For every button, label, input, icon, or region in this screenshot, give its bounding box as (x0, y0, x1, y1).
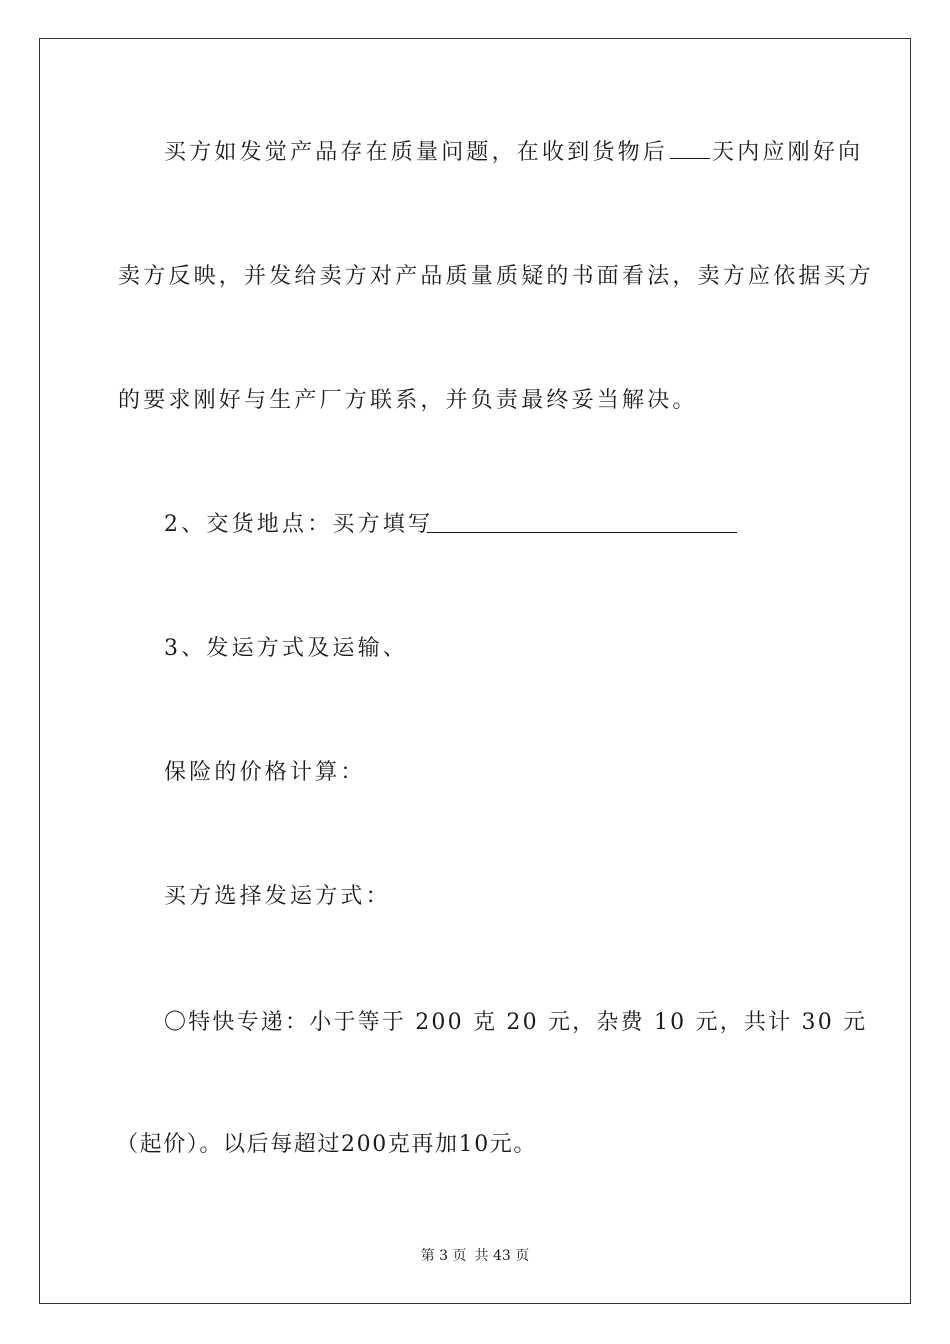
express-option-line-2: （起价）。以后每超过200克再加10元。 (116, 1132, 537, 1157)
buyer-shipping-choice-label: 买方选择发运方式： (164, 884, 391, 909)
paragraph-quality-issue-line-2: 卖方反映，并发给卖方对产品质量质疑的书面看法，卖方应依据买方 (118, 264, 875, 289)
page-frame (39, 38, 911, 1304)
delivery-location-blank-field[interactable] (427, 532, 737, 533)
quality-issue-text-after-blank: 天内应刚好向 (712, 140, 864, 165)
paragraph-quality-issue-line-1 (164, 138, 863, 168)
page-number: 第 3 页 (420, 1248, 467, 1264)
insurance-price-heading: 保险的价格计算： (164, 760, 366, 785)
quality-issue-text-before-blank: 买方如发觉产品存在质量问题，在收到货物后 (164, 140, 669, 165)
delivery-location-label: 2、交货地点：买方填写 (164, 512, 434, 537)
shipping-method-heading: 3、发运方式及运输、 (164, 636, 408, 661)
paragraph-quality-issue-line-3: 的要求刚好与生产厂方联系，并负责最终妥当解决。 (118, 388, 698, 413)
page-total: 共 43 页 (474, 1248, 530, 1264)
page-footer (0, 1247, 950, 1265)
express-option-line-1: 〇特快专递：小于等于 200 克 20 元，杂费 10 元，共计 30 元 (164, 1010, 868, 1035)
days-blank-field[interactable] (670, 140, 710, 159)
